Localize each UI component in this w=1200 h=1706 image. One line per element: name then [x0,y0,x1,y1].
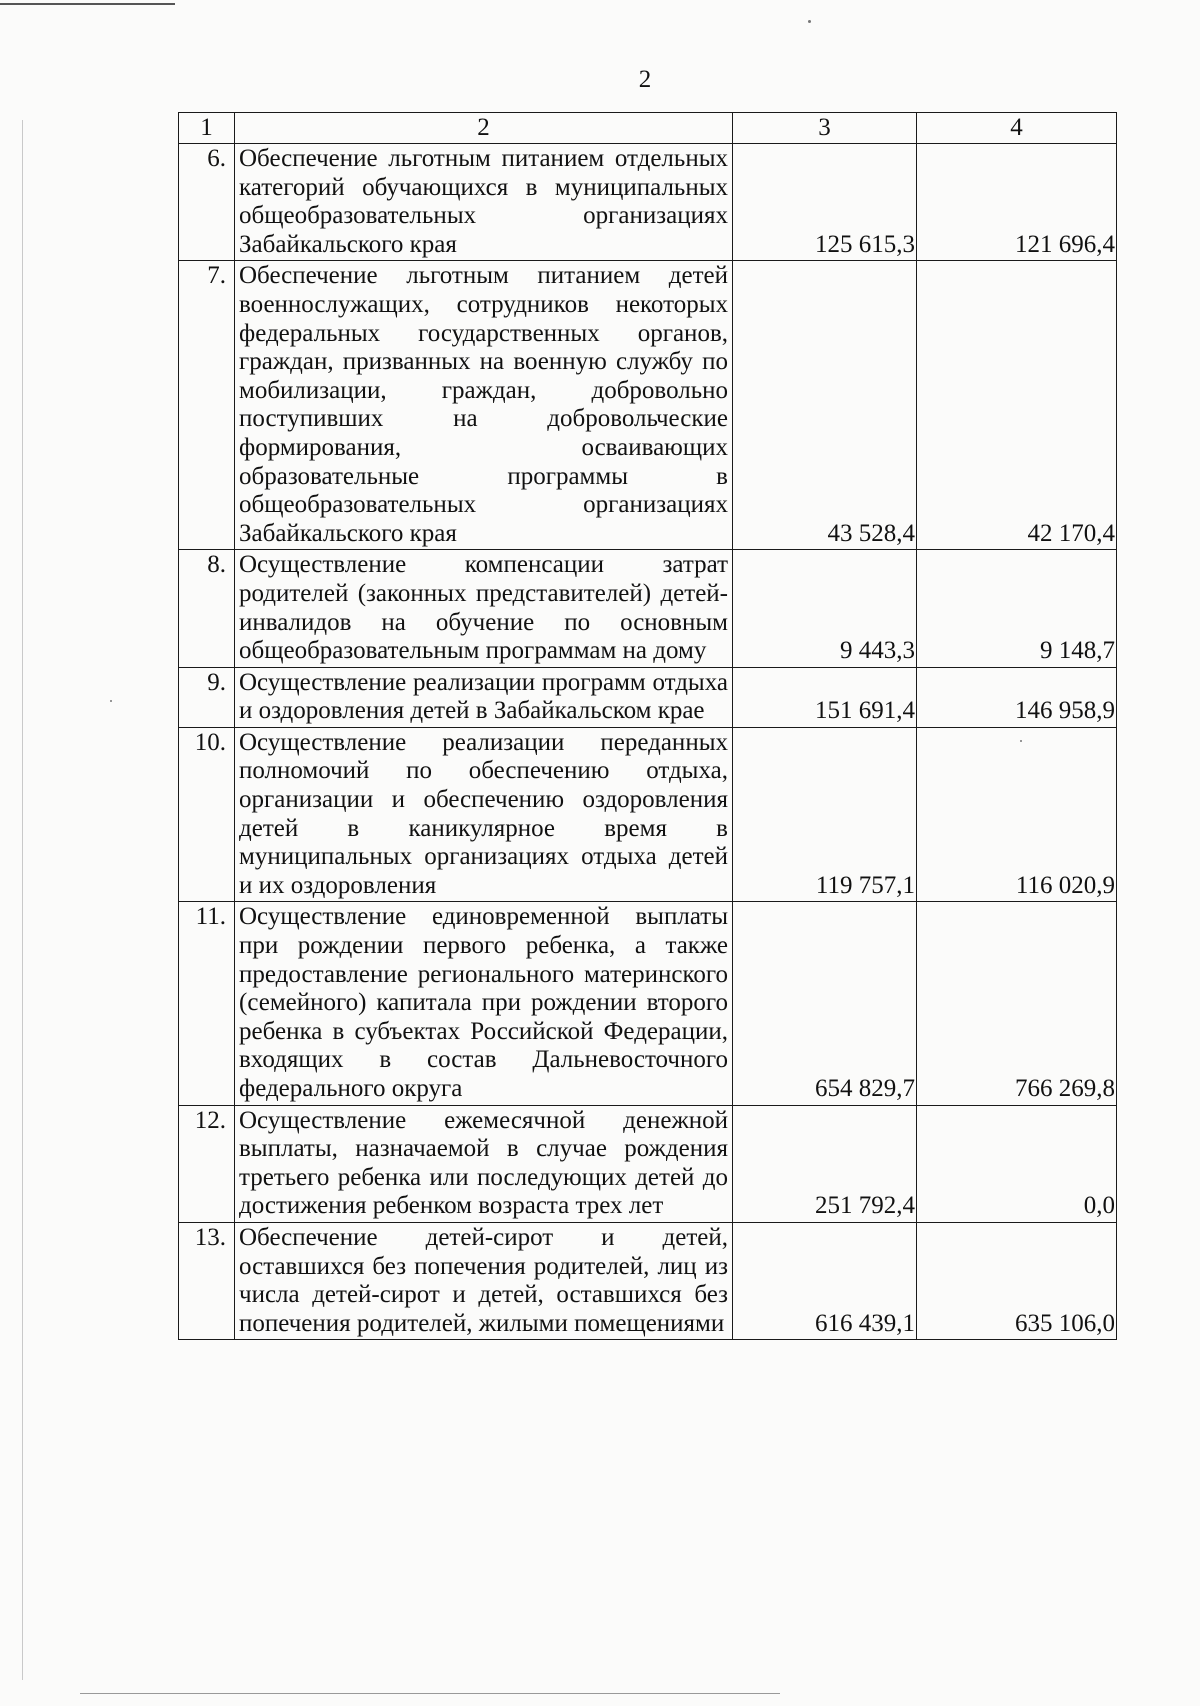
column-header: 3 [733,113,917,144]
row-number: 11. [179,902,235,1105]
row-description: Обеспечение детей-сирот и детей, оставшихся без попечения родителей, лиц из числа детей-сирот и детей, оставшихся без попечения родителей, жилыми помещениями [235,1222,733,1339]
row-description: Осуществление компенсации затрат родителей (законных представителей) детей-инвалидов на обучение по основным общеобразовательным программам на дому [235,550,733,667]
row-value-col4: 121 696,4 [917,144,1117,261]
row-number: 6. [179,144,235,261]
row-value-col3: 125 615,3 [733,144,917,261]
row-description: Обеспечение льготным питанием отдельных категорий обучающихся в муниципальных общеобразовательных организациях Забайкальского края [235,144,733,261]
row-value-col4: 0,0 [917,1105,1117,1222]
column-header: 1 [179,113,235,144]
data-table [178,112,1117,1340]
page-number: 2 [638,66,652,93]
row-number: 7. [179,261,235,550]
row-value-col3: 616 439,1 [733,1222,917,1339]
column-header: 2 [235,113,733,144]
row-number: 12. [179,1105,235,1222]
row-value-col3: 251 792,4 [733,1105,917,1222]
row-description: Осуществление ежемесячной денежной выплаты, назначаемой в случае рождения третьего ребенка или последующих детей до достижения ребенком возраста трех лет [235,1105,733,1222]
scan-speck [808,20,811,23]
row-number: 13. [179,1222,235,1339]
row-description: Осуществление реализации переданных полномочий по обеспечению отдыха, организации и обеспечению оздоровления детей в каникулярное время в муниципальных организациях отдыха детей и их оздоровления [235,727,733,902]
row-value-col3: 119 757,1 [733,727,917,902]
row-value-col3: 654 829,7 [733,902,917,1105]
row-description: Осуществление реализации программ отдыха и оздоровления детей в Забайкальском крае [235,667,733,727]
table-row [179,261,1117,550]
table-row [179,902,1117,1105]
row-value-col3: 9 443,3 [733,550,917,667]
scan-artifact-top [0,3,175,5]
row-value-col3: 151 691,4 [733,667,917,727]
column-header: 4 [917,113,1117,144]
table-row [179,667,1117,727]
scan-artifact-bottom [80,1693,780,1694]
scan-artifact-margin [22,120,23,1680]
table-row [179,144,1117,261]
row-value-col4: 635 106,0 [917,1222,1117,1339]
table-row [179,727,1117,902]
row-description: Осуществление единовременной выплаты при рождении первого ребенка, а также предоставление регионального материнского (семейного) капитала при рождении второго ребенка в субъектах Российской Федерации, входящих в состав Дальневосточного федерального округа [235,902,733,1105]
row-number: 9. [179,667,235,727]
row-value-col3: 43 528,4 [733,261,917,550]
table-header-row [179,113,1117,144]
row-value-col4: 9 148,7 [917,550,1117,667]
table-row [179,550,1117,667]
row-number: 10. [179,727,235,902]
row-value-col4: 766 269,8 [917,902,1117,1105]
scan-speck [110,700,112,702]
row-value-col4: 116 020,9 [917,727,1117,902]
table-row [179,1222,1117,1339]
table-row [179,1105,1117,1222]
row-number: 8. [179,550,235,667]
row-value-col4: 42 170,4 [917,261,1117,550]
row-description: Обеспечение льготным питанием детей военнослужащих, сотрудников некоторых федеральных государственных органов, граждан, призванных на военную службу по мобилизации, граждан, добровольно поступивших на добровольческие формирования, осваивающих образовательные программы в общеобразовательных организациях Забайкальского края [235,261,733,550]
row-value-col4: 146 958,9 [917,667,1117,727]
